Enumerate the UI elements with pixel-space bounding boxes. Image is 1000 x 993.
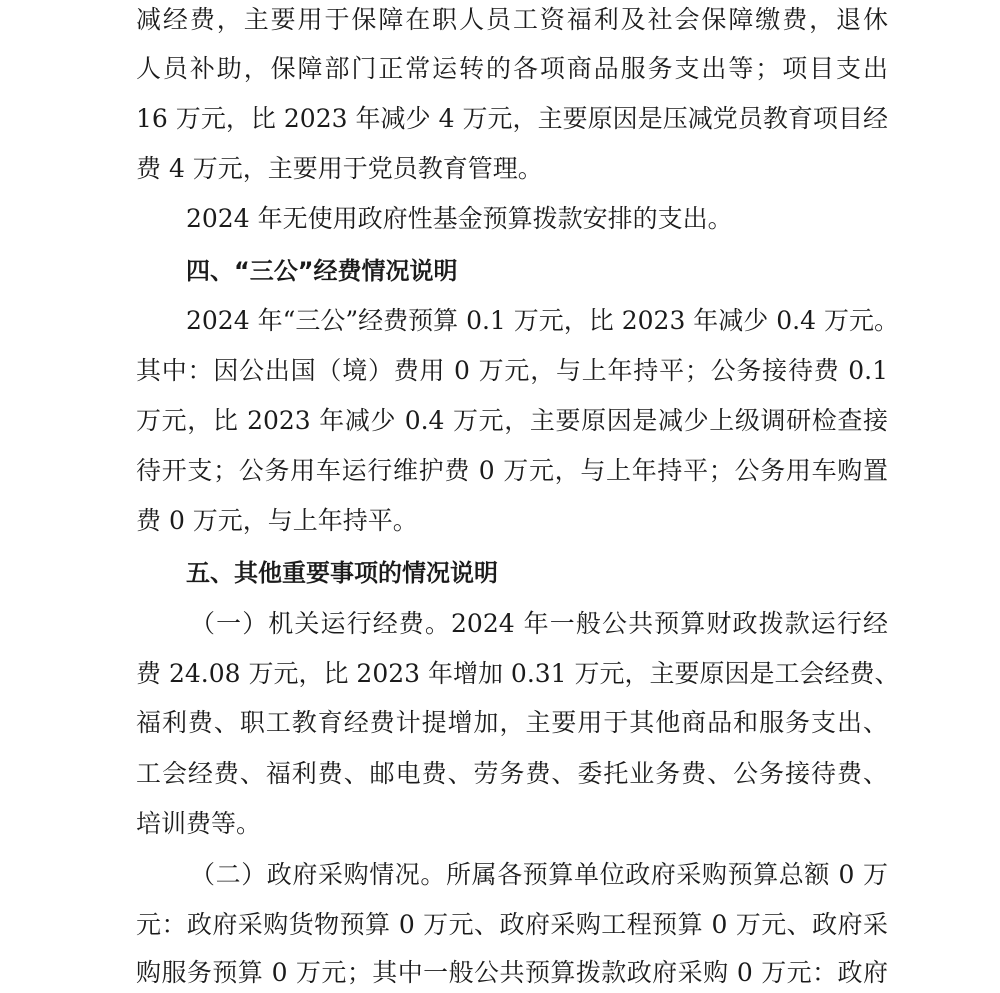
body-line-10: 待开支；公务用车运行维护费 0 万元，与上年持平；公务用车购置 [136,456,888,485]
body-line-11: 费 0 万元，与上年持平。 [136,506,418,535]
body-line-16: 工会经费、福利费、邮电费、劳务费、委托业务费、公务接待费、 [136,759,888,788]
body-line-4: 费 4 万元，主要用于党员教育管理。 [136,154,543,183]
body-line-7: 2024 年“三公”经费预算 0.1 万元，比 2023 年减少 0.4 万元。 [186,306,899,335]
body-line-17: 培训费等。 [136,809,262,838]
body-line-2: 人员补助，保障部门正常运转的各项商品服务支出等；项目支出 [136,54,888,83]
section-heading-4: 四、“三公”经费情况说明 [186,257,458,285]
body-line-9: 万元，比 2023 年减少 0.4 万元，主要原因是减少上级调研检查接 [136,406,888,435]
body-line-3: 16 万元，比 2023 年减少 4 万元，主要原因是压减党员教育项目经 [136,104,888,133]
body-line-8: 其中：因公出国（境）费用 0 万元，与上年持平；公务接待费 0.1 [136,356,888,385]
body-line-15: 福利费、职工教育经费计提增加，主要用于其他商品和服务支出、 [136,708,888,737]
body-line-14: 费 24.08 万元，比 2023 年增加 0.31 万元，主要原因是工会经费、 [136,659,900,688]
body-line-13: （一）机关运行经费。2024 年一般公共预算财政拨款运行经 [190,609,888,638]
body-line-20: 购服务预算 0 万元；其中一般公共预算拨款政府采购 0 万元：政府 [136,958,888,987]
body-line-1: 减经费，主要用于保障在职人员工资福利及社会保障缴费，退休 [136,5,888,34]
body-line-19: 元：政府采购货物预算 0 万元、政府采购工程预算 0 万元、政府采 [136,910,888,939]
body-line-5: 2024 年无使用政府性基金预算拨款安排的支出。 [186,204,733,233]
body-line-18: （二）政府采购情况。所属各预算单位政府采购预算总额 0 万 [190,860,888,889]
section-heading-5: 五、其他重要事项的情况说明 [186,559,498,587]
